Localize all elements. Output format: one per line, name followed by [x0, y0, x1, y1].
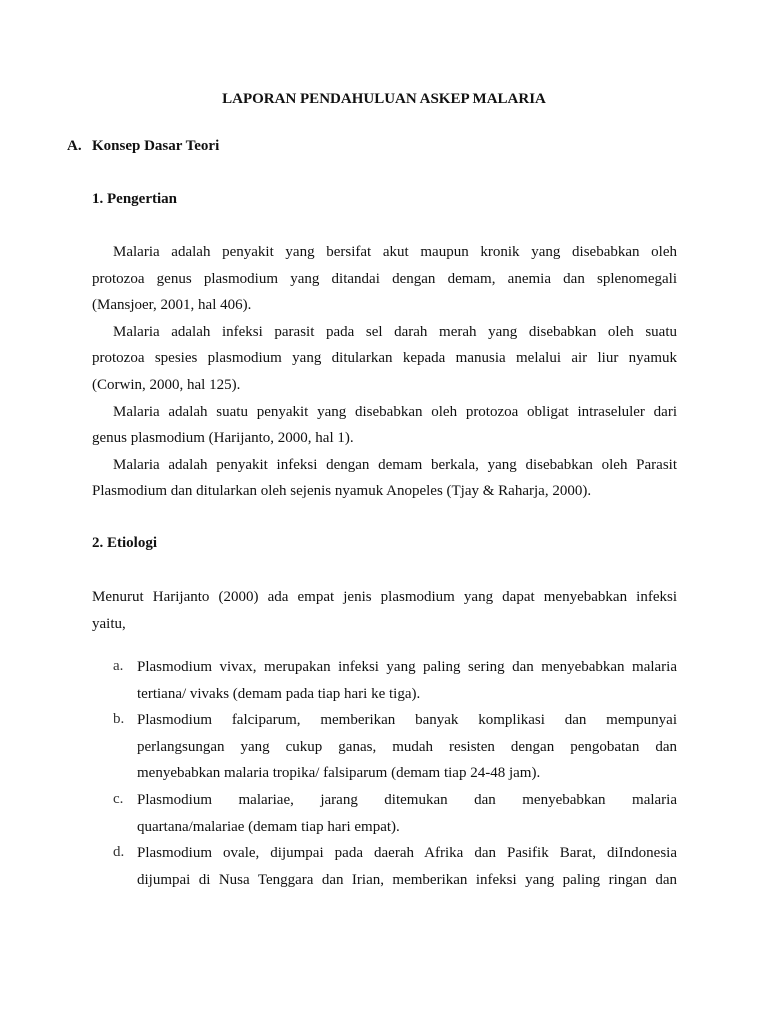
list-item-label: c.	[113, 791, 124, 807]
pengertian-heading: 1. Pengertian	[92, 191, 177, 207]
section-a-label: A.	[67, 138, 82, 154]
section-a-title: Konsep Dasar Teori	[92, 138, 220, 154]
list-item-line: perlangsungan yang cukup ganas, mudah resisten dengan pengobatan dan	[137, 738, 677, 755]
paragraph-line: (Mansjoer, 2001, hal 406).	[92, 297, 252, 314]
paragraph-line: Malaria adalah infeksi parasit pada sel darah merah yang disebabkan oleh suatu	[113, 323, 677, 340]
list-item-line: Plasmodium vivax, merupakan infeksi yang paling sering dan menyebabkan malaria	[137, 659, 677, 675]
paragraph-line: Malaria adalah suatu penyakit yang disebabkan oleh protozoa obligat intraseluler dari	[113, 403, 677, 420]
paragraph-line: protozoa genus plasmodium yang ditandai dengan demam, anemia dan splenomegali	[92, 270, 677, 287]
intro-line: Menurut Harijanto (2000) ada empat jenis plasmodium yang dapat menyebabkan infeksi	[92, 589, 677, 605]
paragraph-line: protozoa spesies plasmodium yang ditularkan kepada manusia melalui air liur nyamuk	[92, 350, 677, 367]
list-item-label: b.	[113, 711, 125, 728]
paragraph-line: (Corwin, 2000, hal 125).	[92, 377, 241, 393]
intro-line: yaitu,	[92, 615, 126, 632]
paragraph-line: Plasmodium dan ditularkan oleh sejenis nyamuk Anopeles (Tjay & Raharja, 2000).	[92, 483, 592, 500]
paragraph-line: genus plasmodium (Harijanto, 2000, hal 1).	[92, 430, 354, 447]
etiologi-heading: 2. Etiologi	[92, 535, 158, 551]
list-item-line: Plasmodium falciparum, memberikan banyak komplikasi dan mempunyai	[137, 712, 677, 729]
paragraph-line: Malaria adalah penyakit yang bersifat akut maupun kronik yang disebabkan oleh	[113, 244, 677, 260]
list-item-line: Plasmodium ovale, dijumpai pada daerah Afrika dan Pasifik Barat, diIndonesia	[137, 845, 677, 862]
list-item-line: tertiana/ vivaks (demam pada tiap hari ke tiga).	[137, 685, 421, 702]
list-item-line: Plasmodium malariae, jarang ditemukan dan menyebabkan malaria	[137, 792, 677, 808]
document-title: LAPORAN PENDAHULUAN ASKEP MALARIA	[222, 91, 546, 107]
list-item-line: quartana/malariae (demam tiap hari empat).	[137, 818, 400, 835]
paragraph-line: Malaria adalah penyakit infeksi dengan demam berkala, yang disebabkan oleh Parasit	[113, 456, 677, 473]
list-item-label: a.	[113, 658, 124, 674]
list-item-label: d.	[113, 844, 125, 861]
list-item-line: menyebabkan malaria tropika/ falsiparum (demam tiap 24-48 jam).	[137, 765, 541, 782]
list-item-line: dijumpai di Nusa Tenggara dan Irian, memberikan infeksi yang paling ringan dan	[137, 871, 677, 888]
